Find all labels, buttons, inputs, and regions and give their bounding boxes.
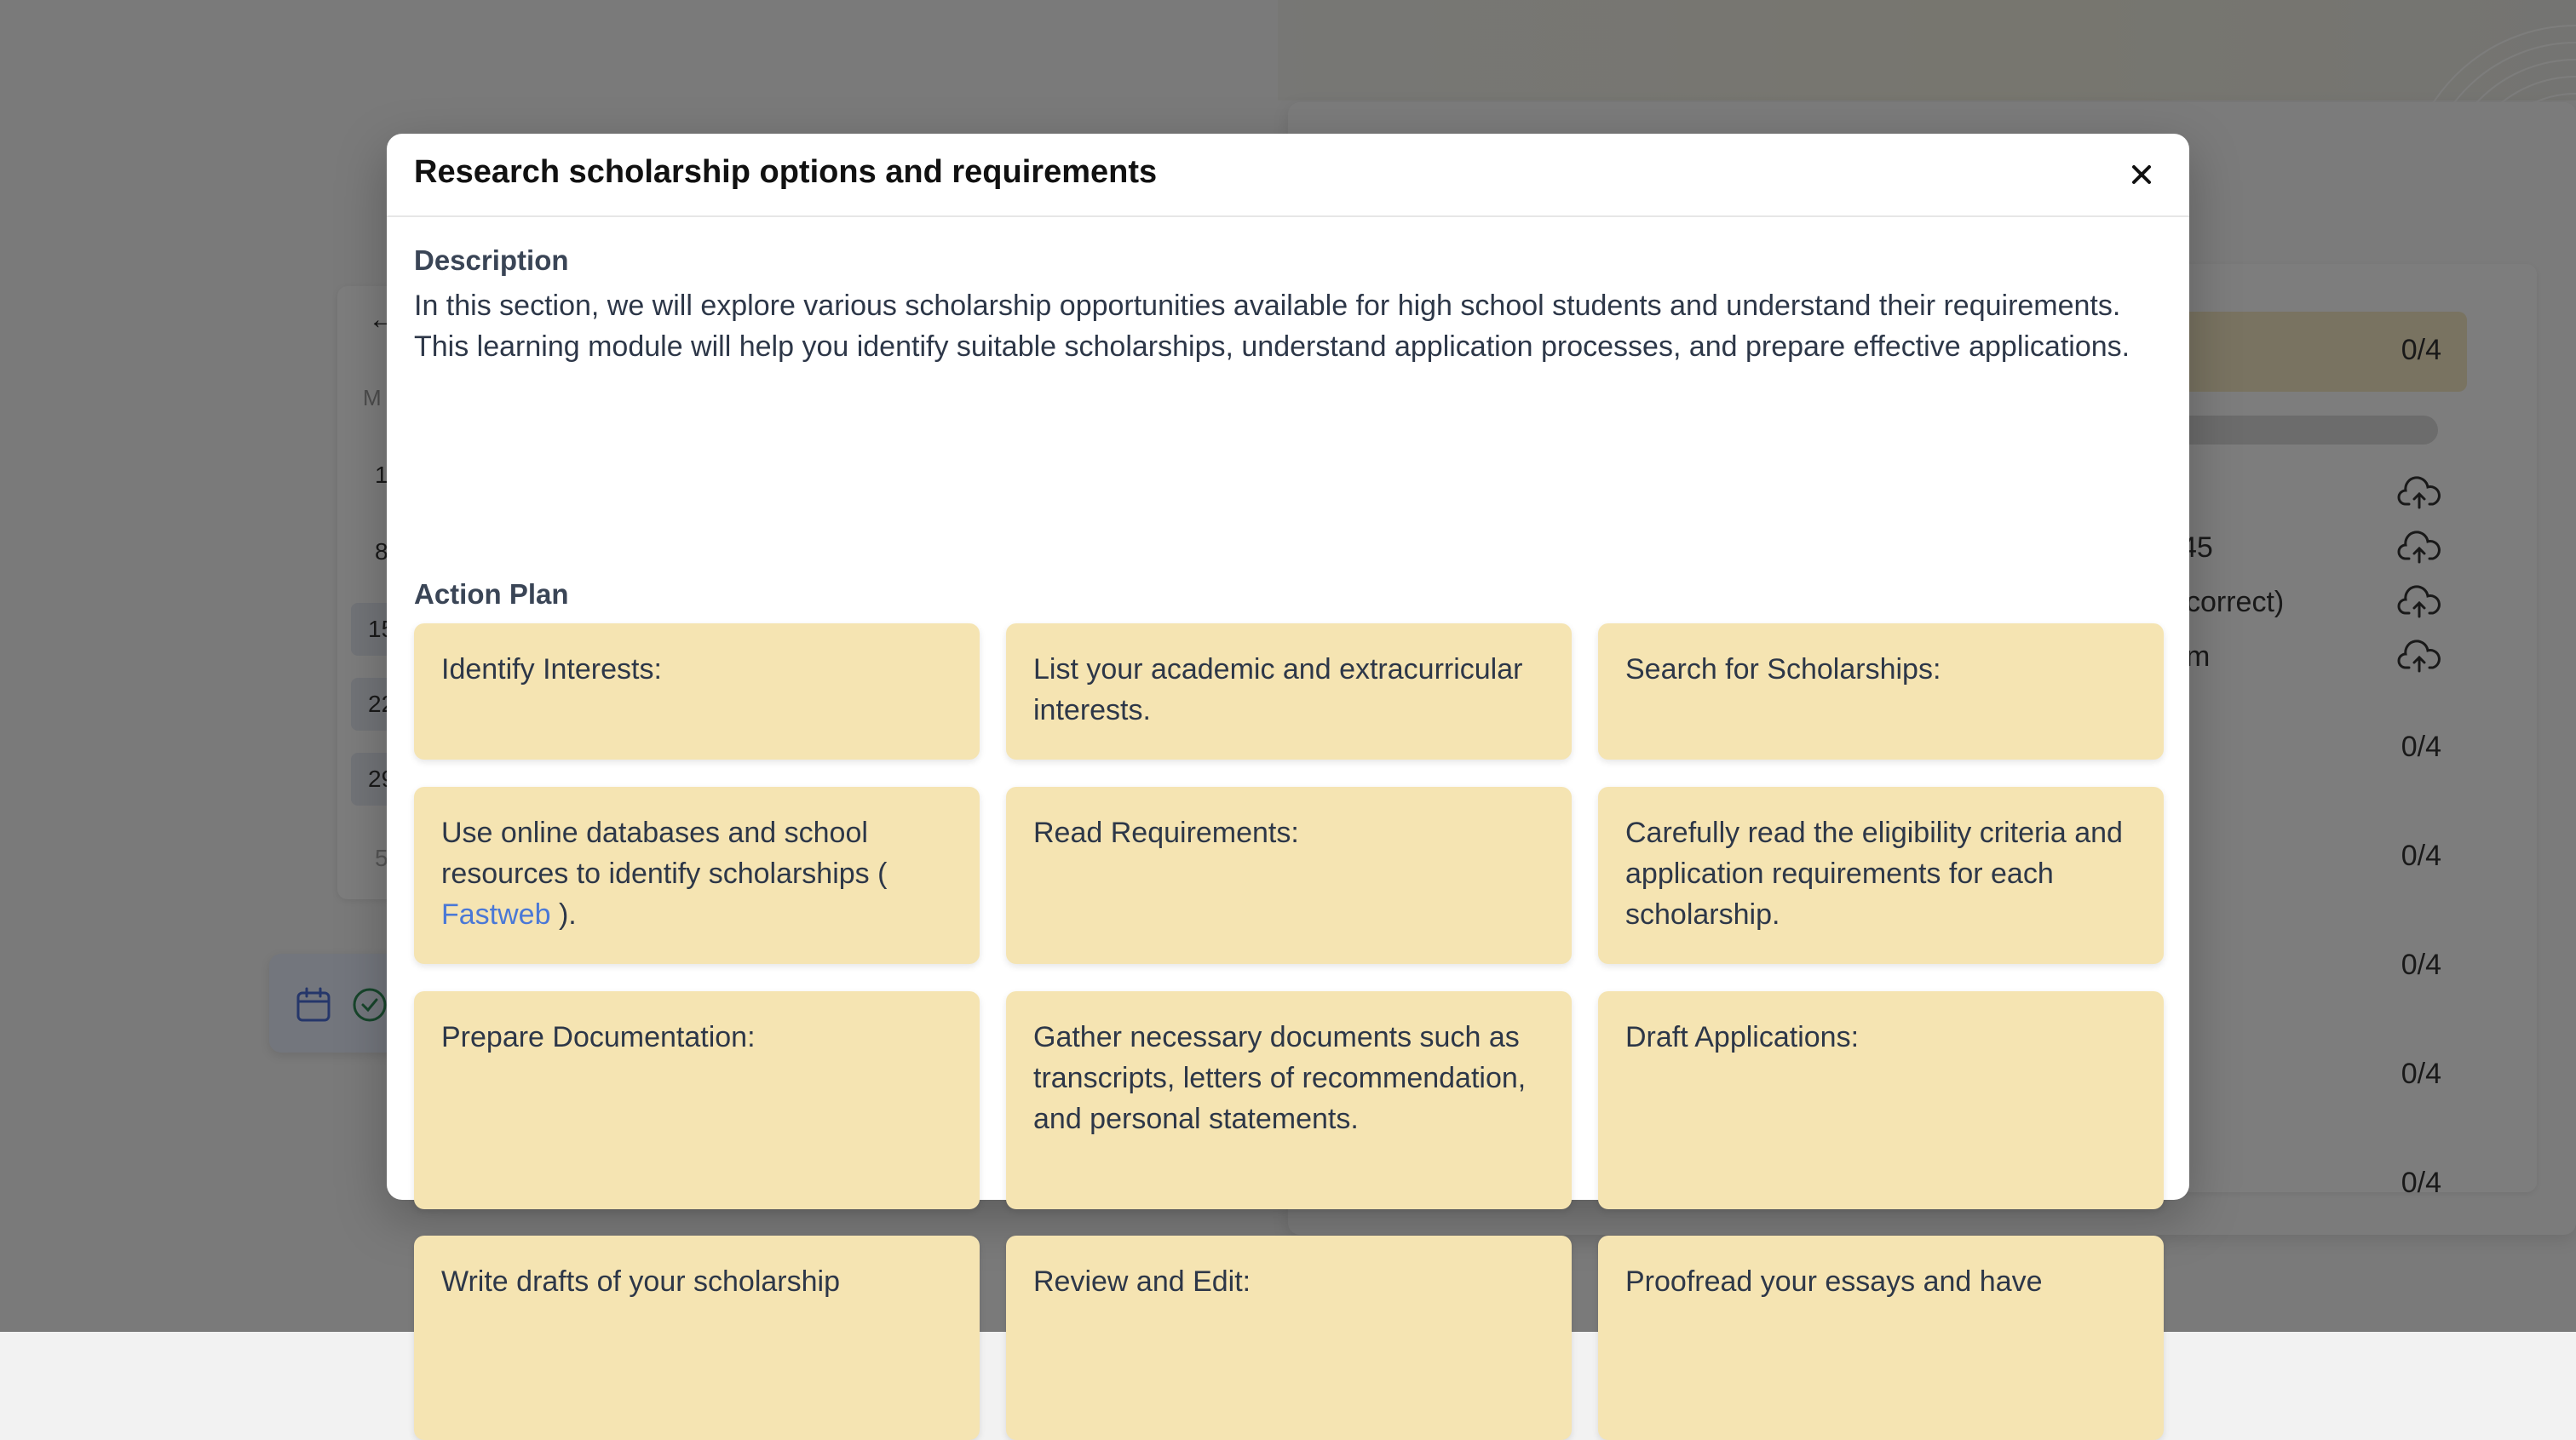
action-card-text: ). bbox=[550, 898, 577, 931]
action-card: Carefully read the eligibility criteria and application requirements for each scholarship. bbox=[1598, 787, 2164, 964]
action-card: Search for Scholarships: bbox=[1598, 623, 2164, 760]
description-heading: Description bbox=[414, 244, 569, 276]
action-card: Prepare Documentation: bbox=[414, 991, 980, 1209]
action-card bbox=[414, 787, 980, 964]
description-text: In this section, we will explore various scholarship opportunities available for high school students and understand their requirements. This learning module will help you identify suitable scholarships, understand application processes, and prepare effective applications. bbox=[414, 290, 2130, 363]
action-card: Identify Interests: bbox=[414, 623, 980, 760]
action-card: Gather necessary documents such as transcripts, letters of recommendation, and personal statements. bbox=[1006, 991, 1572, 1209]
action-plan-heading: Action Plan bbox=[414, 578, 569, 610]
modal-header bbox=[387, 134, 2189, 217]
action-card: Proofread your essays and have bbox=[1598, 1236, 2164, 1440]
fastweb-link[interactable]: Fastweb bbox=[441, 898, 551, 931]
action-card: Write drafts of your scholarship bbox=[414, 1236, 980, 1440]
modal-title: Research scholarship options and requirements bbox=[414, 154, 1158, 190]
close-button[interactable] bbox=[2123, 156, 2160, 193]
action-card: Draft Applications: bbox=[1598, 991, 2164, 1209]
action-card: Review and Edit: bbox=[1006, 1236, 1572, 1440]
modal-body[interactable] bbox=[414, 217, 2162, 1298]
action-card-text: Use online databases and school resources to identify scholarships ( bbox=[441, 817, 888, 890]
close-icon[interactable] bbox=[2130, 164, 2153, 186]
scholarship-modal bbox=[387, 134, 2189, 1298]
action-card: Read Requirements: bbox=[1006, 787, 1572, 964]
action-card: List your academic and extracurricular interests. bbox=[1006, 623, 1572, 760]
